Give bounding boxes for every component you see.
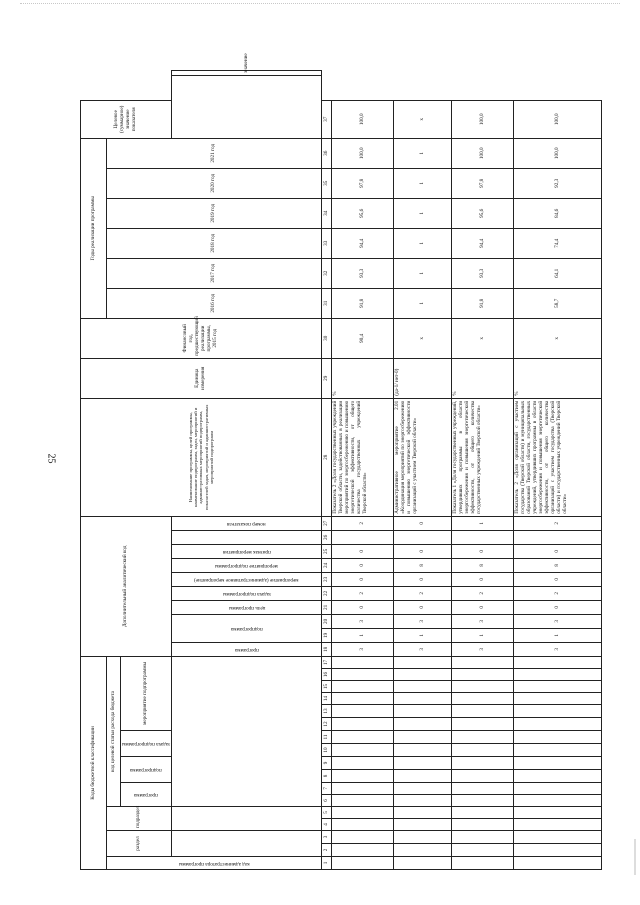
- row-year-value: 1: [394, 228, 452, 258]
- row-year-value: 74,4: [514, 228, 602, 258]
- analytic-cell: 0: [394, 572, 452, 586]
- admin-code-header: [107, 857, 322, 870]
- row-year-value: 84,6: [514, 198, 602, 228]
- row-year-value: 1: [394, 198, 452, 228]
- colnum: 5: [322, 807, 332, 819]
- name-header: Наименование программы, целей программы, наименование подпрограмм, задач, мероприятий и административных мероприятий подпрограмм, показателей задач, мероприятий и административных мероприятий подпрограмм: [81, 398, 322, 516]
- analytic-cell: 0: [332, 600, 394, 614]
- row-fin-year: х: [452, 318, 514, 358]
- colnum: 4: [322, 819, 332, 831]
- row-unit: %: [452, 358, 514, 398]
- program-code-label: программа: [134, 792, 159, 799]
- year-2018-header: 2018 год: [107, 228, 322, 258]
- analytic-cell: 1: [394, 628, 452, 642]
- colnum: 17: [322, 656, 332, 668]
- colnum: 33: [322, 228, 332, 258]
- analytic-cell: 0: [452, 600, 514, 614]
- section-sub-empty: [172, 831, 322, 857]
- row-year-value: 91,8: [332, 288, 394, 318]
- section-header: раздел: [107, 831, 172, 857]
- row-target: 100,0: [332, 100, 394, 138]
- an-spacer-header: [172, 530, 322, 544]
- row-year-value: 91,8: [452, 288, 514, 318]
- landscape-table-wrapper: [80, 53, 580, 870]
- analytic-cell: 8: [394, 558, 452, 572]
- column-numbers-row: [322, 71, 332, 870]
- rotated-page: [80, 53, 580, 870]
- an-event-sign-label: признак мероприятия: [222, 549, 271, 556]
- analytic-cell: 0: [452, 572, 514, 586]
- target-value-header: значение: [172, 71, 322, 76]
- subsection-header: подраздел: [107, 807, 172, 831]
- analytic-cell: 1: [452, 628, 514, 642]
- colnum: 24: [322, 558, 332, 572]
- years-sub-empty: [172, 76, 322, 139]
- an-program-header: [172, 642, 322, 656]
- analytic-cell: 0: [394, 544, 452, 558]
- row-year-value: 94,4: [452, 228, 514, 258]
- year-2020-header: 2020 год: [107, 168, 322, 198]
- analytic-cell: 1: [452, 516, 514, 530]
- colnum: 18: [322, 642, 332, 656]
- row-year-value: 94,4: [332, 228, 394, 258]
- row-fin-year: х: [394, 318, 452, 358]
- an-event-sign-header: [172, 544, 322, 558]
- colnum: 23: [322, 572, 332, 586]
- colnum: 29: [322, 358, 332, 398]
- colnum: 8: [322, 770, 332, 783]
- row-year-value: 100,0: [514, 138, 602, 168]
- row-year-value: 95,6: [452, 198, 514, 228]
- analytic-cell: [514, 530, 602, 544]
- analytic-cell: 3: [514, 614, 602, 628]
- analytic-cell: 0: [514, 572, 602, 586]
- colnum: 12: [322, 718, 332, 731]
- year-2021-header: 2021 год: [107, 138, 322, 168]
- colnum: 14: [322, 693, 332, 705]
- analytic-cell: 8: [452, 558, 514, 572]
- colnum: 16: [322, 669, 332, 681]
- program-code-header: [121, 783, 172, 807]
- analytic-cell: 3: [452, 642, 514, 656]
- scan-noise: [20, 3, 620, 10]
- table-row: [452, 71, 514, 870]
- colnum: 3: [322, 831, 332, 844]
- analytic-cell: [394, 530, 452, 544]
- row-year-value: 97,8: [452, 168, 514, 198]
- analytic-cell: 2: [514, 586, 602, 600]
- analytic-cell: [332, 530, 394, 544]
- analytic-cell: 1: [332, 628, 394, 642]
- analytic-cell: 3: [332, 614, 394, 628]
- program-table: [80, 53, 602, 870]
- analytic-cell: 0: [514, 600, 602, 614]
- colnum: 30: [322, 318, 332, 358]
- row-unit: %: [514, 358, 602, 398]
- analytic-cell: 1: [514, 628, 602, 642]
- row-year-value: 95,6: [332, 198, 394, 228]
- analytic-cell: 3: [514, 642, 602, 656]
- row-unit: %: [332, 358, 394, 398]
- colnum: 22: [322, 586, 332, 600]
- colnum: 11: [322, 731, 332, 744]
- row-fin-year: х: [514, 318, 602, 358]
- row-name: Показатель 2 «Доля организаций с участием государства (Тверской области) и муниципальных образований Тверской области, государственных учреждений, утвердивших программы в области энергосбережения и повышения энергетической эффективности, от общего количества организаций с участием государства (Тверской области) и государственных учреждений Тверской области»: [514, 398, 602, 516]
- an-task-label: задача подпрограммы: [222, 591, 271, 598]
- an-subprogram-header: [172, 614, 322, 642]
- scan-edge-mark: [634, 839, 636, 875]
- row-year-value: 93,3: [452, 258, 514, 288]
- colnum: 35: [322, 168, 332, 198]
- analytic-cell: 2: [514, 516, 602, 530]
- row-target: 100,0: [514, 100, 602, 138]
- analytic-cell: 3: [394, 614, 452, 628]
- colnum: 20: [322, 614, 332, 628]
- colnum: 19: [322, 628, 332, 642]
- analytic-cell: [452, 530, 514, 544]
- event-sub-empty: [172, 656, 322, 806]
- row-target: 100,0: [452, 100, 514, 138]
- analytic-cell: 0: [332, 544, 394, 558]
- colnum: 21: [322, 600, 332, 614]
- colnum: 7: [322, 783, 332, 795]
- subprogram-code-header: [121, 757, 172, 783]
- an-task-header: [172, 586, 322, 600]
- row-target: х: [394, 100, 452, 138]
- colnum: 32: [322, 258, 332, 288]
- row-year-value: 93,3: [332, 258, 394, 288]
- colnum: 15: [322, 681, 332, 693]
- row-name: Показатель 2 «Доля государственных учреждений Тверской области, задействованных в реализации мероприятий по энергосбережению и повышению энергетической эффективности, от общего количества государственных учреждений Тверской области»: [332, 398, 394, 516]
- colnum: 2: [322, 844, 332, 857]
- year-2019-header: 2019 год: [107, 198, 322, 228]
- additional-code-label: Дополнительный аналитический код: [122, 545, 129, 627]
- an-event-type-label: мероприятие подпрограммы: [215, 563, 279, 570]
- row-year-value: 97,8: [332, 168, 394, 198]
- row-year-value: 100,0: [332, 138, 394, 168]
- years-group-header: Годы реализации программы: [81, 138, 107, 318]
- colnum: 25: [322, 544, 332, 558]
- row-year-value: 1: [394, 288, 452, 318]
- colnum: 13: [322, 705, 332, 718]
- row-year-value: 92,3: [514, 168, 602, 198]
- target-group-header: Целевое (суммарное) значение показателя: [81, 100, 172, 138]
- an-goal-label: цель программы: [228, 605, 265, 612]
- target-article-header: код целевой статьи расхода бюджета: [107, 656, 121, 806]
- row-fin-year: 90,4: [332, 318, 394, 358]
- analytic-cell: 2: [332, 516, 394, 530]
- row-unit: (да-1/ нет-0): [394, 358, 452, 398]
- colnum: 28: [322, 398, 332, 516]
- row-name: Административное мероприятие 2.01 «Координация мероприятий по энергосбережению и повышению энергетической эффективности организаций с участием Тверской области»: [394, 398, 452, 516]
- row-year-value: 58,7: [514, 288, 602, 318]
- colnum: 9: [322, 757, 332, 770]
- analytic-cell: 0: [332, 572, 394, 586]
- fin-year-header: Финансовый год, предшествующий реализации программы, 2015 год: [81, 318, 322, 358]
- analytic-cell: 3: [332, 642, 394, 656]
- an-event-type-header: [172, 558, 322, 572]
- analytic-cell: 0: [394, 516, 452, 530]
- an-subprogram-label: подпрограмма: [230, 626, 263, 633]
- colnum: 36: [322, 138, 332, 168]
- colnum: 6: [322, 795, 332, 807]
- analytic-cell: 0: [514, 544, 602, 558]
- analytic-cell: 2: [332, 586, 394, 600]
- year-2017-header: 2017 год: [107, 258, 322, 288]
- subprogram-task-label: задача подпрограммы: [122, 741, 171, 748]
- colnum: 26: [322, 530, 332, 544]
- table-row: [514, 71, 602, 870]
- subprogram-event-header: [121, 656, 172, 730]
- subprogram-event-label: мероприятие подпрограммы: [142, 662, 149, 725]
- row-year-value: 1: [394, 258, 452, 288]
- analytic-cell: 3: [394, 642, 452, 656]
- unit-header: Единица измерения: [81, 358, 322, 398]
- row-year-value: 1: [394, 168, 452, 198]
- an-goal-header: [172, 600, 322, 614]
- an-event-label: мероприятие (административное мероприятие): [194, 577, 299, 584]
- row-year-value: 64,1: [514, 258, 602, 288]
- colnum: 37: [322, 100, 332, 138]
- table-row: [332, 71, 394, 870]
- analytic-cell: 2: [452, 586, 514, 600]
- an-program-label: программа: [234, 647, 259, 654]
- subsection-sub-empty: [172, 807, 322, 831]
- header-row-1: [81, 71, 107, 870]
- year-2016-header: 2016 год: [107, 288, 322, 318]
- admin-code-label: код администратора программы: [178, 860, 250, 867]
- an-indicator-num-header: [172, 516, 322, 530]
- table-row: [394, 71, 452, 870]
- analytic-cell: 8: [514, 558, 602, 572]
- additional-code-header: [81, 516, 172, 656]
- analytic-cell: 0: [332, 558, 394, 572]
- row-year-value: 100,0: [452, 138, 514, 168]
- colnum: 27: [322, 516, 332, 530]
- subprogram-task-header: [121, 731, 172, 757]
- analytic-cell: 2: [394, 586, 452, 600]
- an-indicator-num-label: номер показателя: [227, 521, 267, 528]
- analytic-cell: 0: [452, 544, 514, 558]
- colnum: 31: [322, 288, 332, 318]
- colnum: 10: [322, 744, 332, 757]
- analytic-cell: 0: [394, 600, 452, 614]
- budget-codes-header: Коды бюджетной классификации: [81, 656, 107, 869]
- row-name: Показатель 1 «Доля государственных учреждений, утвердивших программы в области энергосбережения и повышения энергетической эффективности, от общего количества государственных учреждений Тверской области»: [452, 398, 514, 516]
- subprogram-code-label: подпрограмма: [130, 767, 162, 774]
- colnum: 1: [322, 857, 332, 870]
- analytic-cell: 3: [452, 614, 514, 628]
- page-number: 25: [45, 453, 57, 464]
- colnum: 34: [322, 198, 332, 228]
- an-event-header: [172, 572, 322, 586]
- row-year-value: 1: [394, 138, 452, 168]
